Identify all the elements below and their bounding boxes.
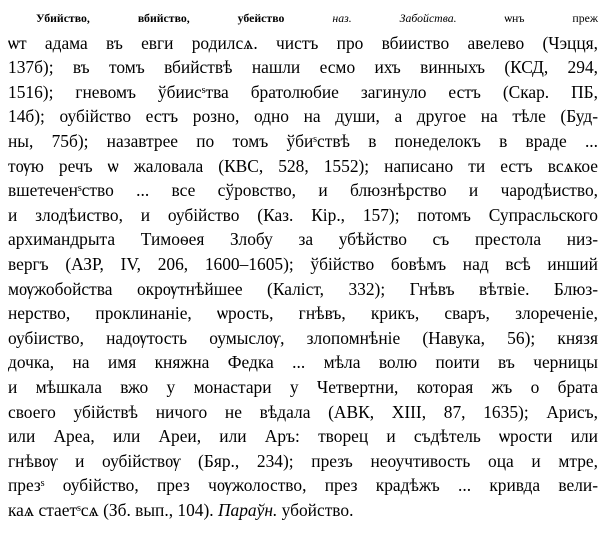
entry-line bbox=[8, 104, 598, 129]
entry-text: оубiиство, надѹтость оумыслѹ, злопомнѣнiе (Навука, 56); князя bbox=[8, 327, 598, 348]
entry-text: дочка, на имя княжна Федка ... мѣла волю поити въ черницы bbox=[8, 352, 598, 373]
italic-label: наз. Забойства. bbox=[332, 11, 457, 25]
entry-text: ны, 75б); назавтрее по томъ ўбиˢствѣ в понеделокъ в враде ... bbox=[8, 130, 598, 151]
entry-text: 137б); въ томъ вбийствѣ нашли есмо ихъ винныхъ (КСД, 294, bbox=[8, 57, 598, 78]
entry-text: ѡнъ преж bbox=[456, 11, 598, 25]
entry-text: гнѣвѹ и оубiйствѹ (Бяр., 234); презъ неоучтивость оца и мтре, bbox=[8, 450, 598, 471]
entry-text: 14б); оубiйство естъ розно, одно на души, а другое на тѣле (Буд- bbox=[8, 106, 598, 127]
entry-text: и злодѣиство, и оубiйство (Каз. Кір., 157); потомъ Супрасльского bbox=[8, 204, 598, 225]
entry-line bbox=[8, 178, 598, 203]
entry-line bbox=[8, 473, 598, 498]
entry-text: мѹжобойства окрѹтнѣйшее (Каліст, 332); Гнѣвъ вѣтвiе. Блюз- bbox=[8, 278, 598, 299]
entry-line bbox=[8, 252, 598, 277]
entry-line bbox=[8, 449, 598, 474]
entry-line bbox=[8, 400, 598, 425]
entry-line bbox=[8, 424, 598, 449]
entry-text: архимандрыта Тимоѳея Злобу за убѣйство съ престола низ- bbox=[8, 229, 598, 250]
entry-text: своего убiйствѣ ничого не вѣдала (АВК, XIII, 87, 1635); Арисъ, bbox=[8, 401, 598, 422]
entry-text: презˢ оубiйство, през чѹжолоство, през крадѣжъ ... кривда вели- bbox=[8, 475, 598, 496]
entry-text: и мѣшкала вжо у монастари у Четвертни, которая жъ о брата bbox=[8, 376, 598, 397]
italic-label: Параўн. bbox=[217, 499, 278, 520]
entry-line bbox=[8, 350, 598, 375]
headword: Убийство, вбийство, убейство bbox=[36, 11, 285, 25]
entry-line bbox=[8, 6, 598, 31]
dictionary-entry bbox=[8, 6, 598, 522]
entry-text: вергъ (АЗР, IV, 206, 1600–1605); ўбiйство бовѣмъ над всѣ инший bbox=[8, 253, 598, 274]
entry-line bbox=[8, 326, 598, 351]
entry-text: убойство. bbox=[277, 499, 354, 520]
entry-text: каѧ стаетˢсѧ (Зб. вып., 104). bbox=[8, 499, 218, 520]
entry-line bbox=[8, 301, 598, 326]
entry-line bbox=[8, 498, 598, 523]
entry-line bbox=[8, 375, 598, 400]
entry-line bbox=[8, 55, 598, 80]
entry-line bbox=[8, 31, 598, 56]
entry-line bbox=[8, 154, 598, 179]
entry-text: тѹю речъ ѡ жаловала (КВС, 528, 1552); написано ти естъ всѧкое bbox=[8, 155, 598, 176]
entry-text bbox=[284, 11, 332, 25]
entry-line bbox=[8, 203, 598, 228]
entry-text: нерство, проклинанiе, ѡрость, гнѣвъ, крикъ, сваръ, злореченiе, bbox=[8, 303, 598, 324]
entry-line bbox=[8, 227, 598, 252]
entry-text: 1516); гневомъ ўбиисˢтва братолюбие загинуло естъ (Скар. ПБ, bbox=[8, 81, 598, 102]
entry-line bbox=[8, 277, 598, 302]
entry-line bbox=[8, 80, 598, 105]
entry-text: ѡт адама въ евги родилсѧ. чистъ про вбииство авелево (Чэцця, bbox=[8, 32, 598, 53]
entry-text: или Ареа, или Ареи, или Аръ: творец и съдѣтель ѡрости или bbox=[8, 426, 598, 447]
entry-line bbox=[8, 129, 598, 154]
entry-text: вшетеченˢство ... все сўровство, и блюзнѣрство и чародѣиство, bbox=[8, 180, 598, 201]
